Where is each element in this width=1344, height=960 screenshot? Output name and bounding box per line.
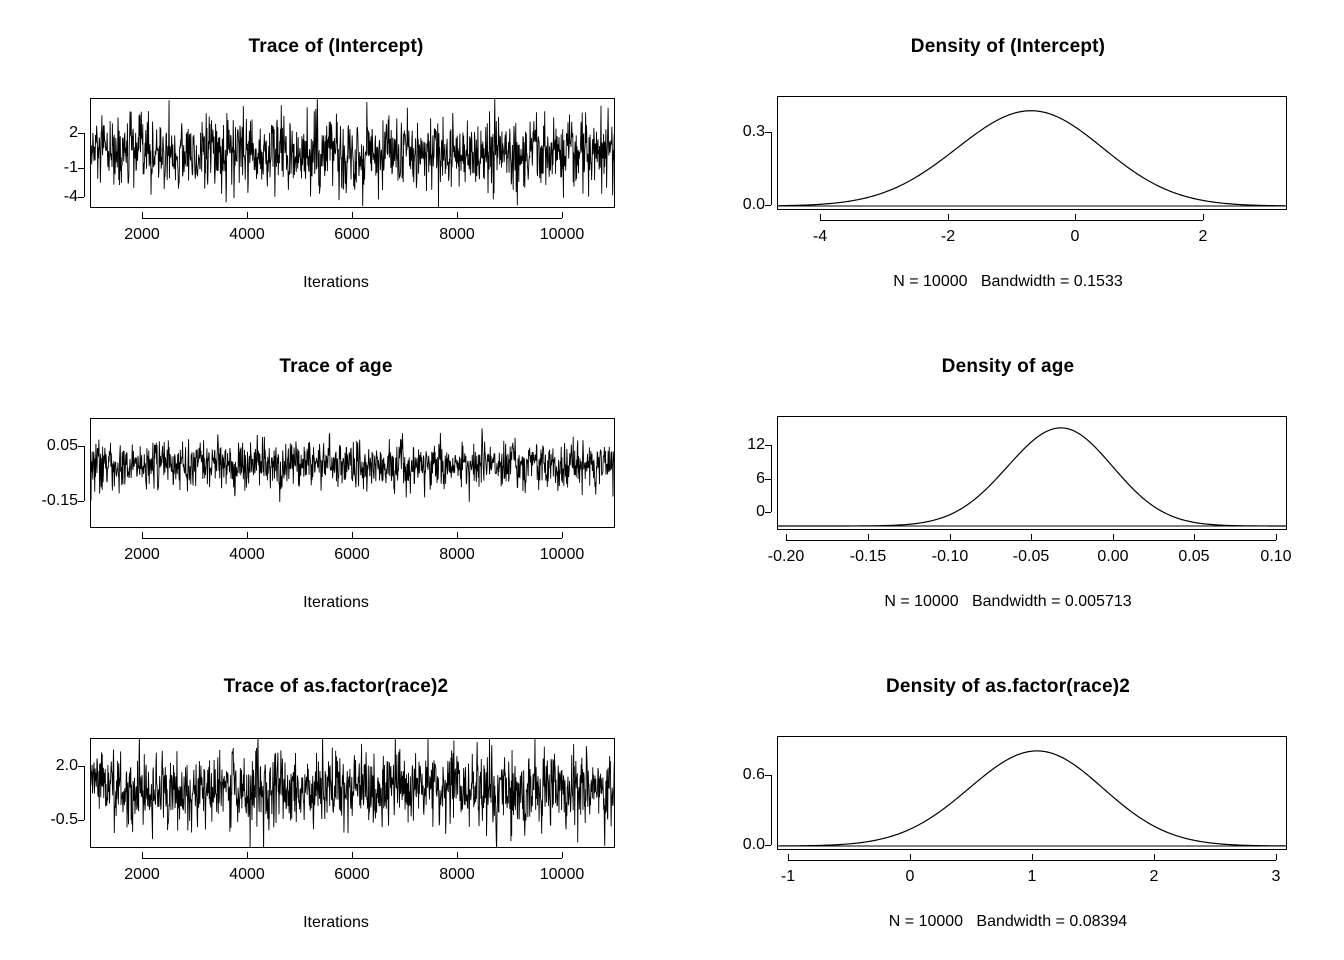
- x-tickmark: [910, 854, 911, 860]
- x-tick-label: 10000: [539, 546, 585, 563]
- y-tickmark: [765, 205, 771, 206]
- y-tick-label: 2: [69, 124, 78, 141]
- x-tick-label: 8000: [439, 226, 475, 243]
- density-plot-area-intercept: [777, 96, 1287, 210]
- x-tickmark: [1032, 854, 1033, 860]
- panel-trace-age: [0, 340, 672, 640]
- x-tickmark: [457, 532, 458, 538]
- x-tick-label: 8000: [439, 546, 475, 563]
- trace-line-intercept: [91, 99, 615, 208]
- x-tick-label: 0: [905, 868, 915, 885]
- trace-plot-area-age: [90, 418, 615, 528]
- x-tick-label: 10000: [539, 866, 585, 883]
- x-tick-label: 6000: [334, 226, 370, 243]
- panel-trace-race2: [0, 660, 672, 960]
- x-axis-line: [142, 218, 562, 219]
- density-curve-intercept: [778, 97, 1287, 210]
- x-tick-label: 2000: [124, 866, 160, 883]
- x-axis-line: [820, 220, 1203, 221]
- x-tickmark: [142, 852, 143, 858]
- y-tick-label: 0.05: [46, 437, 78, 454]
- x-tickmark: [1113, 534, 1114, 540]
- y-tickmark: [765, 512, 771, 513]
- x-tickmark: [1203, 214, 1204, 220]
- y-tickmark: [765, 845, 771, 846]
- panel-trace-intercept: [0, 20, 672, 320]
- y-tick-label: 0.0: [742, 836, 765, 853]
- trace-plot-area-race2: [90, 738, 615, 848]
- x-tick-label: 6000: [334, 546, 370, 563]
- x-tick-label: 2: [1149, 868, 1159, 885]
- x-tickmark: [247, 212, 248, 218]
- y-tickmark: [765, 445, 771, 446]
- y-axis-line: [771, 445, 772, 512]
- panel-title: Density of as.factor(race)2: [885, 676, 1131, 697]
- x-tick-label: 0: [1070, 228, 1080, 245]
- x-tickmark: [562, 532, 563, 538]
- x-tickmark: [786, 534, 787, 540]
- density-plot-area-race2: [777, 736, 1287, 850]
- x-tick-label: 10000: [539, 226, 585, 243]
- x-axis-label: Iterations: [303, 274, 369, 291]
- x-tickmark: [788, 854, 789, 860]
- y-axis-line: [84, 133, 85, 197]
- x-tick-label: -4: [812, 228, 828, 245]
- x-tick-label: -0.15: [849, 548, 887, 565]
- x-tickmark: [868, 534, 869, 540]
- density-curve-age: [778, 417, 1287, 530]
- x-tickmark: [562, 212, 563, 218]
- trace-plot-area-intercept: [90, 98, 615, 208]
- trace-line-age: [91, 419, 615, 528]
- x-tickmark: [1276, 534, 1277, 540]
- y-tick-label: 0: [756, 503, 765, 520]
- x-axis-label: Iterations: [303, 594, 369, 611]
- y-axis-line: [771, 775, 772, 845]
- x-tickmark: [1075, 214, 1076, 220]
- panel-density-age: [672, 340, 1344, 640]
- panel-density-race2: [672, 660, 1344, 960]
- density-annotation: N = 10000 Bandwidth = 0.08394: [888, 913, 1128, 930]
- x-axis-line: [142, 858, 562, 859]
- x-tick-label: 4000: [229, 546, 265, 563]
- trace-line-race2: [91, 739, 615, 848]
- x-tickmark: [1276, 854, 1277, 860]
- panel-title: Density of (Intercept): [910, 36, 1106, 57]
- panel-title: Trace of (Intercept): [248, 36, 424, 57]
- x-tickmark: [562, 852, 563, 858]
- x-tick-label: 4000: [229, 226, 265, 243]
- x-tickmark: [1154, 854, 1155, 860]
- x-tick-label: 2000: [124, 226, 160, 243]
- x-axis-line: [142, 538, 562, 539]
- y-axis-line: [84, 766, 85, 820]
- x-tickmark: [352, 532, 353, 538]
- x-tick-label: 1: [1027, 868, 1037, 885]
- y-tickmark: [765, 132, 771, 133]
- x-tickmark: [1031, 534, 1032, 540]
- x-tickmark: [352, 212, 353, 218]
- y-axis-line: [771, 132, 772, 205]
- x-tick-label: 0.00: [1097, 548, 1129, 565]
- x-tick-label: 2000: [124, 546, 160, 563]
- y-tick-label: -1: [63, 159, 78, 176]
- panel-title: Trace of age: [279, 356, 393, 377]
- x-tickmark: [457, 212, 458, 218]
- y-tickmark: [78, 133, 84, 134]
- y-tickmark: [78, 168, 84, 169]
- panel-density-intercept: [672, 20, 1344, 320]
- y-tick-label: 12: [747, 436, 765, 453]
- y-tick-label: 0.3: [742, 123, 765, 140]
- density-plot-area-age: [777, 416, 1287, 530]
- y-tick-label: -4: [63, 188, 78, 205]
- density-annotation: N = 10000 Bandwidth = 0.1533: [893, 273, 1123, 290]
- x-tickmark: [247, 532, 248, 538]
- y-tickmark: [765, 775, 771, 776]
- x-tick-label: 4000: [229, 866, 265, 883]
- y-tick-label: 6: [756, 470, 765, 487]
- y-tickmark: [78, 501, 84, 502]
- y-tick-label: 0.6: [742, 766, 765, 783]
- density-annotation: N = 10000 Bandwidth = 0.005713: [884, 593, 1132, 610]
- x-tickmark: [142, 532, 143, 538]
- x-tickmark: [247, 852, 248, 858]
- x-tick-label: -2: [940, 228, 956, 245]
- y-tick-label: 0.0: [742, 196, 765, 213]
- x-axis-line: [786, 540, 1276, 541]
- x-tickmark: [820, 214, 821, 220]
- y-tick-label: -0.5: [50, 811, 78, 828]
- panel-title: Density of age: [941, 356, 1075, 377]
- panel-title: Trace of as.factor(race)2: [223, 676, 449, 697]
- x-tick-label: -0.10: [931, 548, 969, 565]
- x-tick-label: 0.10: [1260, 548, 1292, 565]
- x-tick-label: 3: [1271, 868, 1281, 885]
- y-tick-label: 2.0: [55, 757, 78, 774]
- x-axis-line: [788, 860, 1276, 861]
- x-tick-label: -0.20: [767, 548, 805, 565]
- x-tick-label: -0.05: [1012, 548, 1050, 565]
- density-curve-race2: [778, 737, 1287, 850]
- y-axis-line: [84, 446, 85, 501]
- x-tickmark: [948, 214, 949, 220]
- x-tickmark: [457, 852, 458, 858]
- y-tick-label: -0.15: [41, 492, 78, 509]
- y-tickmark: [78, 197, 84, 198]
- x-tick-label: 8000: [439, 866, 475, 883]
- x-tick-label: 2: [1198, 228, 1208, 245]
- y-tickmark: [765, 479, 771, 480]
- x-tickmark: [142, 212, 143, 218]
- y-tickmark: [78, 820, 84, 821]
- x-axis-label: Iterations: [303, 914, 369, 931]
- x-tickmark: [1194, 534, 1195, 540]
- x-tick-label: 0.05: [1178, 548, 1210, 565]
- x-tickmark: [950, 534, 951, 540]
- y-tickmark: [78, 446, 84, 447]
- x-tick-label: 6000: [334, 866, 370, 883]
- y-tickmark: [78, 766, 84, 767]
- x-tick-label: -1: [780, 868, 796, 885]
- x-tickmark: [352, 852, 353, 858]
